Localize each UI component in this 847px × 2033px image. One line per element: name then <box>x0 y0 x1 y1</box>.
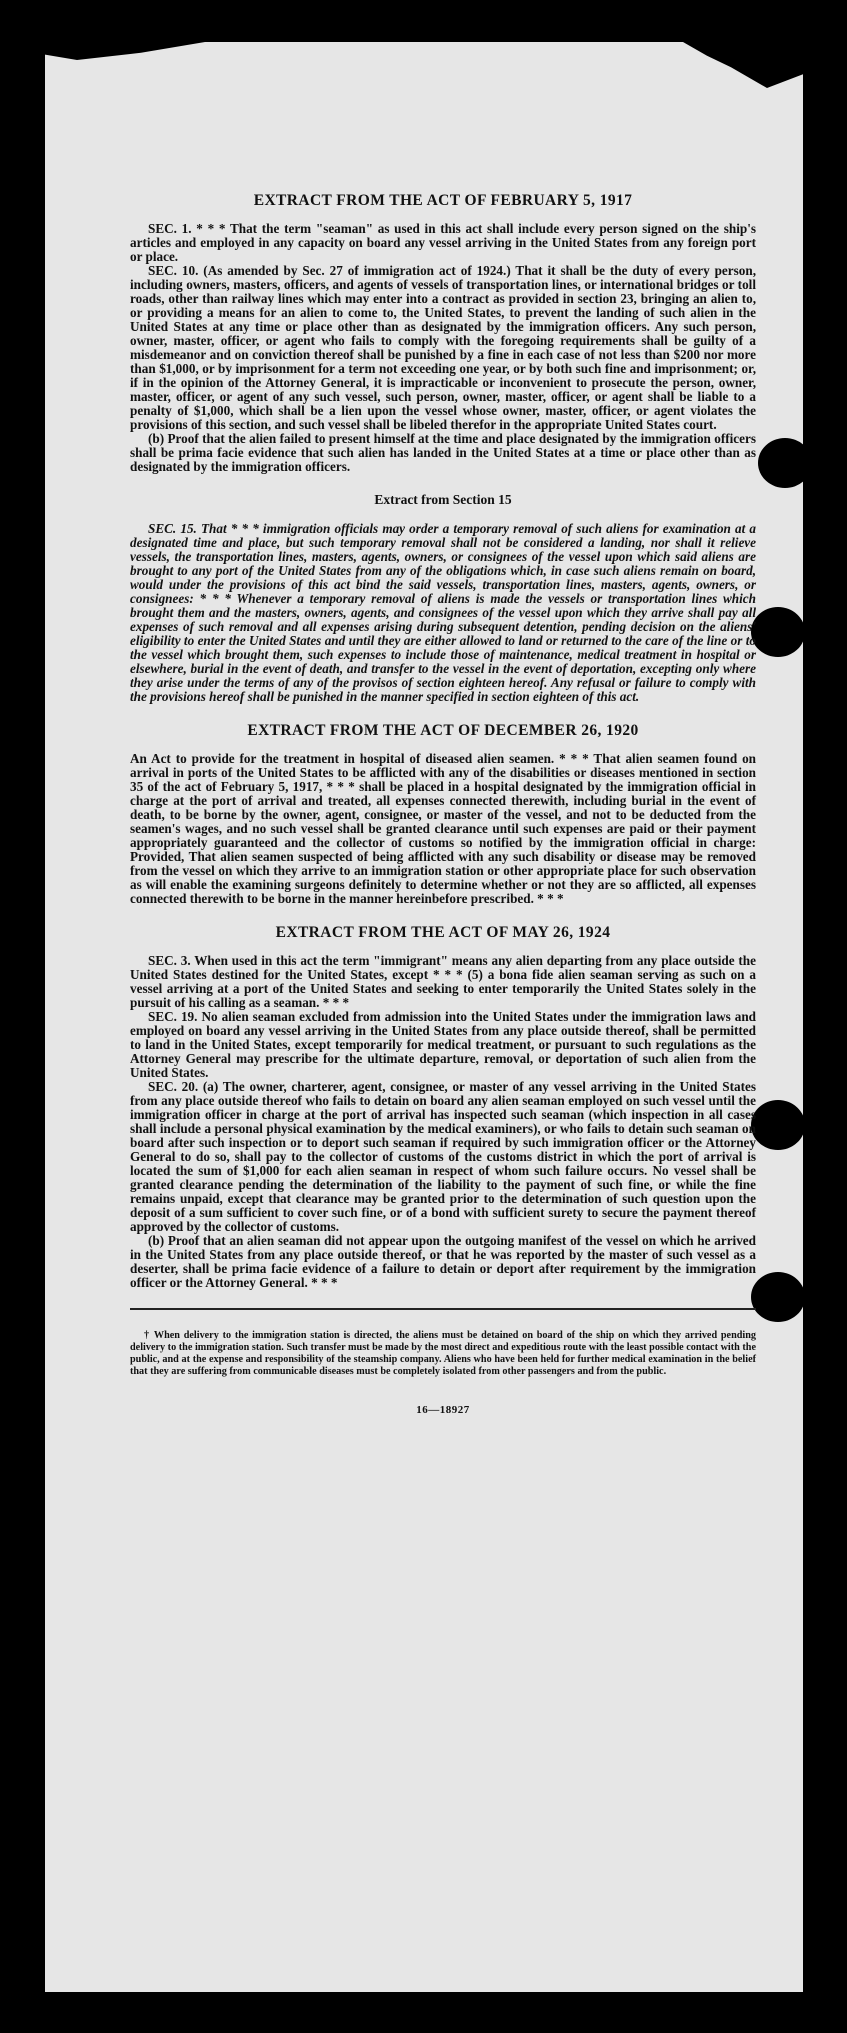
heading-section-15: Extract from Section 15 <box>374 492 512 507</box>
paragraph-1917-sec1: SEC. 1. * * * That the term "seaman" as used in this act shall include every person signed on the ship's articles and employed in any capacity on board any vessel arriving in the United States from any foreign port or place. <box>130 221 756 264</box>
paragraph-1924-sec20b: (b) Proof that an alien seaman did not appear upon the outgoing manifest of the vessel on which he arrived in the United States from any place outside thereof, or that he was reported by the master of such vessel as a deserter, shall be prima facie evidence of a failure to detain or deport after requirement by the immigration officer or the Attorney General. * * * <box>130 1233 756 1290</box>
document-body <box>130 192 756 1416</box>
punch-hole <box>751 1272 803 1322</box>
punch-hole <box>751 607 803 657</box>
punch-hole <box>751 1100 803 1150</box>
paragraph-section-15: SEC. 15. That * * * immigration officials may order a temporary removal of such aliens for examination at a designated time and place, but such temporary removal shall not be considered a landing, nor shall it relieve vessels, the transportation lines, masters, agents, owners, or consignees of the vessel upon which said aliens are brought to any port of the United States from any of the obligations which, in case such aliens remain on board, would under the provisions of this act bind the said vessels, transportation lines, masters, agents, owners, or consignees: * * * Whenever a temporary removal of aliens is made the vessels or transportation lines which brought them and the masters, owners, agents, and consignees of the vessel upon which they arrive shall pay all expenses of such removal and all expenses arising during subsequent detention, pending decision on the aliens' eligibility to enter the United States and until they are either allowed to land or returned to the care of the line or to the vessel which brought them, such expenses to include those of maintenance, medical treatment in hospital or elsewhere, burial in the event of death, and transfer to the vessel in the event of deportation, excepting only where they arise under the terms of any of the provisos of section eighteen hereof. Any refusal or failure to comply with the provisions hereof shall be punished in the manner specified in section eighteen of this act. <box>130 521 756 704</box>
paragraph-1920: An Act to provide for the treatment in hospital of diseased alien seamen. * * * That alien seamen found on arrival in ports of the United States to be afflicted with any of the disabilities or diseases mentioned in section 35 of the act of February 5, 1917, * * * shall be placed in a hospital designated by the immigration official in charge at the port of arrival and treated, all expenses connected therewith, including burial in the event of death, to be borne by the owner, agent, consignee, or master of the vessel, and not to be deducted from the seamen's wages, and no such vessel shall be granted clearance until such expenses are paid or their payment appropriately guaranteed and the collector of customs so notified by the immigration official in charge: Provided, That alien seamen suspected of being afflicted with any such disability or disease may be removed from the vessel on which they arrive to an immigration station or other appropriate place for such observation as will enable the examining surgeons definitely to determine whether or not they are so afflicted, all expenses connected therewith to be borne in the manner hereinbefore prescribed. * * * <box>130 751 756 906</box>
torn-edge-right <box>683 42 803 88</box>
torn-edge-left <box>45 42 205 60</box>
divider <box>130 1308 756 1310</box>
print-code: 16—18927 <box>416 1404 470 1416</box>
heading-act-1924: EXTRACT FROM THE ACT OF MAY 26, 1924 <box>275 924 611 941</box>
heading-act-1920: EXTRACT FROM THE ACT OF DECEMBER 26, 1920 <box>247 722 639 739</box>
paragraph-1924-sec19: SEC. 19. No alien seaman excluded from admission into the United States under the immigration laws and employed on board any vessel arriving in the United States from any place outside thereof, shall be permitted to land in the United States, except temporarily for medical treatment, or pursuant to such regulations as the Attorney General may prescribe for the ultimate departure, removal, or deportation of such alien from the United States. <box>130 1009 756 1080</box>
paragraph-1917-sec10: SEC. 10. (As amended by Sec. 27 of immigration act of 1924.) That it shall be the duty of every person, including owners, masters, officers, and agents of vessels of transportation lines, or international bridges or toll roads, other than railway lines which may enter into a contract as provided in section 23, bringing an alien to, or providing a means for an alien to come to, the United States, to prevent the landing of such alien in the United States at any time or place other than as designated by the immigration officers. Any such person, owner, master, officer, or agent who fails to comply with the foregoing requirements shall be guilty of a misdemeanor and on conviction thereof shall be punished by a fine in each case of not less than $200 nor more than $1,000, or by imprisonment for a term not exceeding one year, or by both such fine and imprisonment; or, if in the opinion of the Attorney General, it is impracticable or inconvenient to prosecute the person, owner, master, officer, or agent of any such vessel, such person, owner, master, officer, or agent shall be liable to a penalty of $1,000, which shall be a lien upon the vessel whose owner, master, officer, or agent violates the provisions of this section, and such vessel shall be libeled therefor in the appropriate United States court. <box>130 263 756 432</box>
paragraph-1924-sec20a: SEC. 20. (a) The owner, charterer, agent, consignee, or master of any vessel arriving in the United States from any place outside thereof who fails to detain on board any alien seaman employed on such vessel until the immigration officer in charge at the port of arrival has inspected such seaman (which inspection in all cases shall include a personal physical examination by the medical examiners), or who fails to detain such seaman on board after such inspection or to deport such seaman if required by such immigration officer or the Attorney General to do so, shall pay to the collector of customs of the customs district in which the port of arrival is located the sum of $1,000 for each alien seaman in respect of whom such failure occurs. No vessel shall be granted clearance pending the determination of the liability to the payment of such fine, or while the fine remains unpaid, except that clearance may be granted prior to the determination of such question upon the deposit of a sum sufficient to cover such fine, or of a bond with sufficient surety to secure the payment thereof approved by the collector of customs. <box>130 1079 756 1234</box>
punch-hole <box>758 438 803 488</box>
heading-act-1917: EXTRACT FROM THE ACT OF FEBRUARY 5, 1917 <box>253 192 633 209</box>
document-page <box>45 42 803 1992</box>
paragraph-1917-sec10b: (b) Proof that the alien failed to present himself at the time and place designated by the immigration officers shall be prima facie evidence that such alien has landed in the United States at a time or place other than as designated by the immigration officers. <box>130 431 756 474</box>
paragraph-1924-sec3: SEC. 3. When used in this act the term "immigrant" means any alien departing from any place outside the United States destined for the United States, except * * * (5) a bona fide alien seaman serving as such on a vessel arriving at a port of the United States and seeking to enter temporarily the United States solely in the pursuit of his calling as a seaman. * * * <box>130 953 756 1010</box>
footnote: † When delivery to the immigration station is directed, the aliens must be detained on board of the ship on which they arrived pending delivery to the immigration station. Such transfer must be made by the most direct and expeditious route with the least possible contact with the public, and at the expense and responsibility of the steamship company. Aliens who have been held for further medical examination in the belief that they are suffering from communicable diseases must be completely isolated from other passengers and from the public. <box>130 1330 756 1377</box>
